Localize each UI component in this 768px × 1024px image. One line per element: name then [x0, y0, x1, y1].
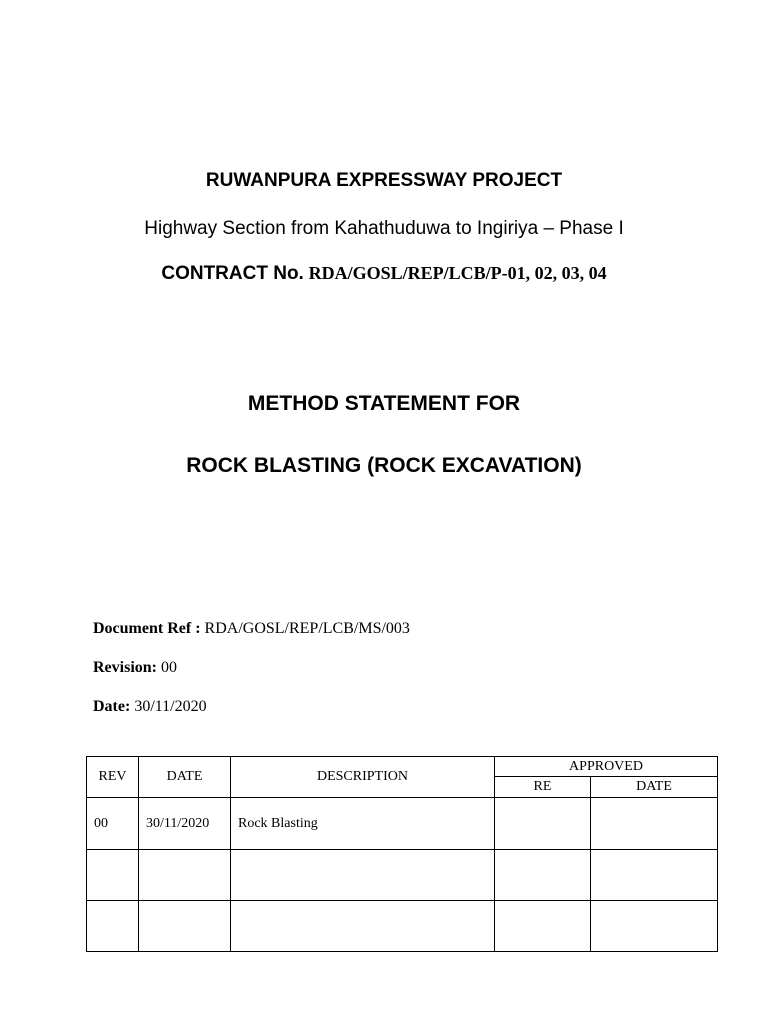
- cell-description: [231, 901, 495, 952]
- date-value: 30/11/2020: [134, 698, 207, 715]
- table-row: [87, 798, 718, 850]
- method-statement-title: METHOD STATEMENT FOR: [247, 392, 521, 415]
- contract-line: [0, 263, 768, 285]
- project-title: RUWANPURA EXPRESSWAY PROJECT: [205, 170, 563, 191]
- cell-date: [139, 850, 231, 901]
- cell-approved-date: [591, 901, 718, 952]
- contract-number: RDA/GOSL/REP/LCB/P-01, 02, 03, 04: [308, 263, 607, 283]
- cell-date: 30/11/2020: [139, 798, 231, 850]
- header-approved: APPROVED: [495, 757, 718, 777]
- cell-rev: [87, 901, 139, 952]
- contract-label: CONTRACT No.: [161, 263, 304, 284]
- cell-re: [495, 901, 591, 952]
- document-date: [93, 698, 207, 716]
- revision-value: 00: [161, 659, 177, 676]
- cell-rev: 00: [87, 798, 139, 850]
- cell-re: [495, 850, 591, 901]
- header-date: DATE: [139, 757, 231, 798]
- header-approved-date: DATE: [591, 777, 718, 798]
- table-row: [87, 901, 718, 952]
- document-ref-label: Document Ref :: [93, 620, 201, 637]
- cell-re: [495, 798, 591, 850]
- revision-table: [86, 756, 718, 952]
- date-label: Date:: [93, 698, 131, 715]
- section-line: Highway Section from Kahathuduwa to Ingiriya – Phase I: [144, 218, 624, 239]
- header-description: DESCRIPTION: [231, 757, 495, 798]
- method-statement-subject: ROCK BLASTING (ROCK EXCAVATION): [186, 454, 582, 477]
- cell-description: [231, 850, 495, 901]
- cell-date: [139, 901, 231, 952]
- header-rev: REV: [87, 757, 139, 798]
- revision-label: Revision:: [93, 659, 157, 676]
- cell-description: Rock Blasting: [231, 798, 495, 850]
- cell-approved-date: [591, 850, 718, 901]
- document-ref-value: RDA/GOSL/REP/LCB/MS/003: [204, 620, 410, 637]
- cell-rev: [87, 850, 139, 901]
- document-ref: [93, 620, 410, 638]
- revision: [93, 659, 177, 677]
- header-re: RE: [495, 777, 591, 798]
- cell-approved-date: [591, 798, 718, 850]
- table-row: [87, 850, 718, 901]
